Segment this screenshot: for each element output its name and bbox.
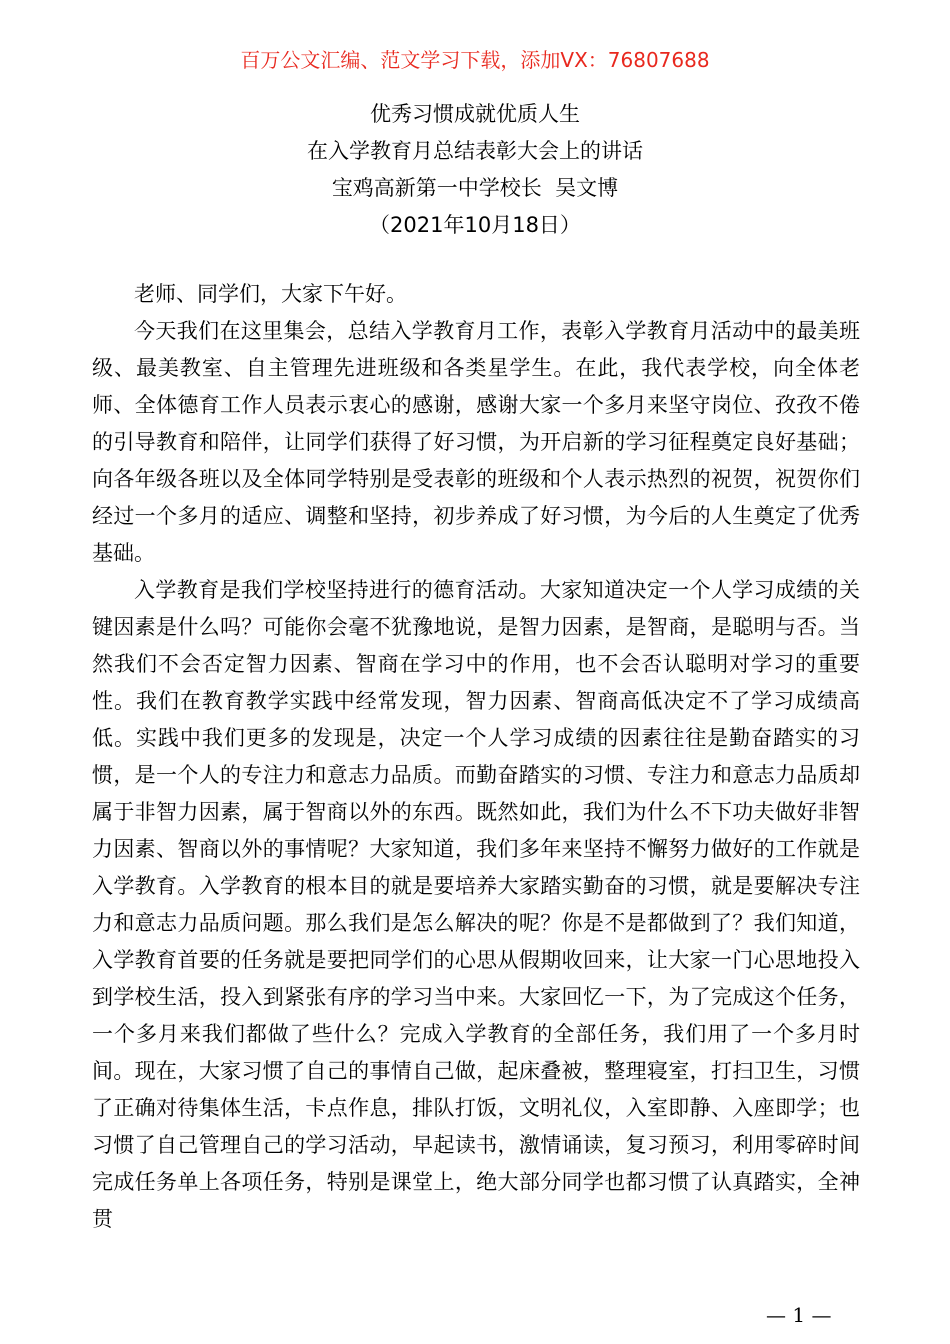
paragraph-commendation: 今天我们在这里集会，总结入学教育月工作，表彰入学教育月活动中的最美班级、最美教室、自主管理先进班级和各类星学生。在此，我代表学校，向全体老师、全体德育工作人员表示衷心的感谢，感谢大家一个多月来坚守岗位、孜孜不倦的引导教育和陪伴，让同学们获得了好习惯，为开启新的学习征程奠定良好基础；向各年级各班以及全体同学特别是受表彰的班级和个人表示热烈的祝贺，祝贺你们经过一个多月的适应、调整和坚持，初步养成了好习惯，为今后的人生奠定了优秀基础。 — [92, 319, 860, 565]
speech-title: 优秀习惯成就优质人生 — [370, 102, 580, 126]
speaker-line: 宝鸡高新第一中学校长 吴文博 — [331, 176, 619, 200]
page-number: — 1 — — [766, 1303, 832, 1327]
paragraph-greeting: 老师、同学们，大家下午好。 — [134, 282, 407, 306]
promo-banner: 百万公文汇编、范文学习下载，添加VX：76807688 — [240, 48, 710, 72]
speech-subtitle: 在入学教育月总结表彰大会上的讲话 — [307, 139, 643, 163]
title-block — [0, 96, 950, 244]
speech-body — [92, 276, 860, 1238]
paragraph-entrance-education: 入学教育是我们学校坚持进行的德育活动。大家知道决定一个人学习成绩的关键因素是什么吗？可能你会毫不犹豫地说，是智力因素，是智商，是聪明与否。当然我们不会否定智力因素、智商在学习中的作用，也不会否认聪明对学习的重要性。我们在教育教学实践中经常发现，智力因素、智商高低决定不了学习成绩高低。实践中我们更多的发现是，决定一个人学习成绩的因素往往是勤奋踏实的习惯，是一个人的专注力和意志力品质。而勤奋踏实的习惯、专注力和意志力品质却属于非智力因素，属于智商以外的东西。既然如此，我们为什么不下功夫做好非智力因素、智商以外的事情呢？大家知道，我们多年来坚持不懈努力做好的工作就是入学教育。入学教育的根本目的就是要培养大家踏实勤奋的习惯，就是要解决专注力和意志力品质问题。那么我们是怎么解决的呢？你是不是都做到了？我们知道，入学教育首要的任务就是要把同学们的心思从假期收回来，让大家一门心思地投入到学校生活，投入到紧张有序的学习当中来。大家回忆一下，为了完成这个任务，一个多月来我们都做了些什么？完成入学教育的全部任务，我们用了一个多月时间。现在，大家习惯了自己的事情自己做，起床叠被，整理寝室，打扫卫生，习惯了正确对待集体生活，卡点作息，排队打饭，文明礼仪，入室即静、入座即学；也习惯了自己管理自己的学习活动，早起读书，激情诵读，复习预习，利用零碎时间完成任务单上各项任务，特别是课堂上，绝大部分同学也都习惯了认真踏实，全神贯 — [92, 578, 860, 1231]
speech-date: （2021年10月18日） — [369, 213, 581, 237]
